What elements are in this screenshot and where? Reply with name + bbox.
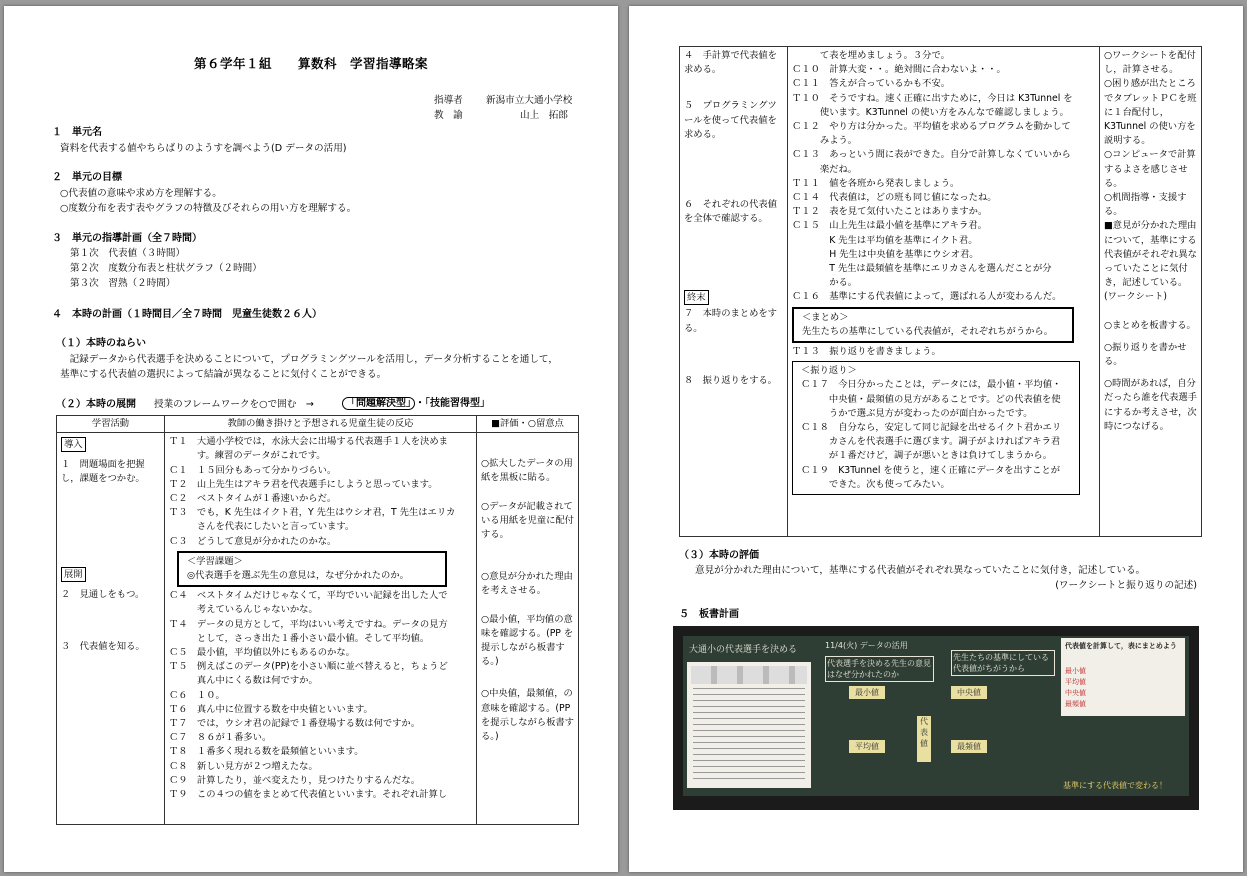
dialogue-line: Ｃ２ ベストタイムが１番速いからだ。 <box>169 493 337 505</box>
reflection-line: が１番だけど，調子が悪いときは負けてしまうから。 <box>801 450 1053 462</box>
lesson-flow-table-continued <box>679 46 1202 537</box>
eval-note: ○コンピュータで計算するよさを感じさせる。 <box>1104 149 1196 189</box>
dialogue-line: Ｔ１３ 振り返りを書きましょう。 <box>792 346 941 358</box>
unit-plan-line: 第１次 代表値（３時間） <box>70 248 186 259</box>
dialogue-line: Ｃ１４ 代表値は，どの班も同じ値になったね。 <box>792 192 997 204</box>
dialogue-line: Ｃ４ ベストタイムだけじゃなくて，平均でいい記録を出した人で <box>169 590 448 602</box>
dialogue-line: Ｃ１０ 計算大変・・。絶対間に合わないよ・・。 <box>792 64 1006 76</box>
lesson-plan-heading: ４ 本時の計画（１時間目／全７時間 児童生徒数２６人） <box>52 309 322 320</box>
row-label: 最頻値 <box>1065 700 1086 708</box>
unit-goal-line: ○代表値の意味や求め方を理解する。 <box>60 188 222 199</box>
eval-note: ○拡大したデータの用紙を黒板に貼る。 <box>481 458 573 484</box>
dialogue-line: Ｔ２ 山上先生はアキラ君を代表選手にしようと思っています。 <box>169 478 438 490</box>
framework-options <box>342 397 490 411</box>
unit-plan-heading: ３ 単元の指導計画（全７時間） <box>52 233 202 244</box>
evaluation-body: 意見が分かれた理由について，基準にする代表値がそれぞれ異なっていたことに気付き，記述している。 <box>695 565 1146 576</box>
framework-skill: 「技能習得型」 <box>425 398 490 409</box>
dialogue-line: Ｔ１２ 表を見て気付いたことはありますか。 <box>792 206 988 218</box>
eval-note: ○ワークシートを配付し，計算させる。 <box>1104 50 1196 76</box>
document-title: 第６学年１組 算数科 学習指導略案 <box>193 56 428 71</box>
dialogue-line: として，さっき出た１番小さい最小値。そして平均値。 <box>169 632 430 644</box>
dialogue-line: Ｃ３ どうして意見が分かれたのかな。 <box>169 535 337 547</box>
aim-heading: （１）本時のねらい <box>56 338 146 349</box>
stage-end-label: 終末 <box>684 290 709 305</box>
activity-3: ３ 代表値を知る。 <box>61 640 145 652</box>
results-row-labels <box>1065 666 1086 710</box>
activity-1: １ 問題場面を把握し，課題をつかむ。 <box>61 459 145 485</box>
chalk-bottom-note: 基準にする代表値で変わる！ <box>1063 781 1167 790</box>
chalk-title: 大通小の代表選手を決める <box>689 645 798 655</box>
eval-note: ○最小値，平均値の意味を確認する。(PP を提示しながら板書する。) <box>481 613 574 668</box>
activity-cell <box>57 433 165 825</box>
summary-box <box>792 307 1074 343</box>
eval-note: ○机間指導・支援する。 <box>1104 192 1187 218</box>
dialogue-line: Ｔ３ でも，K 先生はイクト君，Y 先生はウシオ君，T 先生はエリカ <box>169 507 456 519</box>
reflection-line: うかで選ぶ見方が変わったのが面白かったです。 <box>801 407 1033 419</box>
dialogue-line: Ｃ８ 新しい見方が２つ増えたな。 <box>169 760 318 772</box>
activity-2: ２ 見通しをもつ。 <box>61 588 145 600</box>
dialogue-line: Ｃ１２ やり方は分かった。平均値を求めるプログラムを動かして <box>792 121 1071 133</box>
dialogue-line: Ｃ１ １５回分もあって分かりづらい。 <box>169 464 337 476</box>
evaluation-source: (ワークシートと振り返りの記述) <box>1055 580 1197 591</box>
learning-task-box <box>177 551 447 587</box>
dialogue-line: す。練習のデータがこれです。 <box>169 450 326 462</box>
row-label: 中央値 <box>1065 689 1086 697</box>
eval-cell <box>1100 47 1202 537</box>
dialogue-line: 考えているんじゃないかな。 <box>169 604 318 616</box>
board-plan-heading: ５ 板書計画 <box>679 609 739 620</box>
eval-note: ○意見が分かれた理由を考えさせる。 <box>481 571 573 597</box>
unit-plan-line: 第３次 習熟（２時間） <box>70 278 176 289</box>
card-mode: 最頻値 <box>951 740 987 753</box>
reflection-line: 中央値・最頻値の見方があることです。どの代表値を使 <box>801 393 1061 405</box>
dialogue-line: Ｃ６ １０。 <box>169 689 225 701</box>
stage-dev-label: 展開 <box>61 567 86 582</box>
blackboard-photo <box>673 626 1199 810</box>
framework-problem-solving: 「問題解決型」 <box>342 397 415 410</box>
dialogue-line: Ｔ８ １番多く現れる数を最頻値といいます。 <box>169 746 364 758</box>
eval-note: ○データが記載されている用紙を児童に配付する。 <box>481 500 574 541</box>
row-label: 最小値 <box>1065 667 1086 675</box>
activity-cell <box>680 47 788 537</box>
dialogue-line: Ｔ４ データの見方として，平均はいい考えですね。データの見方 <box>169 618 448 630</box>
eval-cell <box>477 433 579 825</box>
eval-note: ○まとめを板書する。 <box>1104 319 1196 331</box>
teacher-name: 山上 拓郎 <box>520 110 568 121</box>
dialogue-line: Ｃ９ 計算したり，並べ変えたり，見つけたりするんだな。 <box>169 774 421 786</box>
dialogue-line: T 先生は最頻値を基準にエリカさんを選んだことが分 <box>792 263 1052 275</box>
flow-heading: （２）本時の展開 <box>56 399 136 410</box>
card-mean: 平均値 <box>849 740 885 753</box>
results-table <box>1061 638 1185 716</box>
dialogue-line: Ｔ５ 例えばこのデータ(PP)を小さい順に並べ替えると，ちょうど <box>169 661 448 673</box>
dialogue-line: みよう。 <box>792 135 858 147</box>
stage-intro-label: 導入 <box>61 437 86 452</box>
card-median: 中央値 <box>951 686 987 699</box>
chalk-date: 11/4(火) データの活用 <box>825 641 908 650</box>
row-label: 平均値 <box>1065 678 1086 686</box>
teacher-cell <box>165 433 477 825</box>
summary-text: 先生たちの基準にしている代表値が，それぞれちがうから。 <box>802 325 1054 337</box>
dialogue-line: Ｔ１ 大通小学校では，水泳大会に出場する代表選手１人を決めま <box>169 436 448 448</box>
activity-6: ６ それぞれの代表値を全体で確認する。 <box>684 199 777 225</box>
dialogue-line: Ｔ７ では，ウシオ君の記録で１番登場する数は何ですか。 <box>169 718 421 730</box>
dialogue-line: Ｔ１１ 値を各班から発表しましょう。 <box>792 177 960 189</box>
eval-note: ○時間があれば，自分だったら誰を代表選手にするか考えさせ，次時につなげる。 <box>1104 378 1197 432</box>
document-page-2 <box>629 6 1243 872</box>
dialogue-line: H 先生は中央値を基準にウシオ君。 <box>792 248 979 260</box>
activity-7: ７ 本時のまとめをする。 <box>684 308 777 334</box>
lesson-flow-table <box>56 415 579 825</box>
reflection-line: カさんを代表選手に選びます。調子がよければアキラ君 <box>801 436 1061 448</box>
unit-goal-heading: ２ 単元の目標 <box>52 172 122 183</box>
framework-separator: ・ <box>415 398 425 409</box>
reflection-line: できた。次も使ってみたい。 <box>801 478 950 490</box>
eval-note: ○困り感が出たところでタブレットＰＣを班に１台配付し，K3Tunnel の使い方を説明する。 <box>1104 78 1197 147</box>
document-page-1 <box>4 6 618 872</box>
dialogue-line: さんを代表にしたいと言っています。 <box>169 521 355 533</box>
dialogue-line: Ｔ１０ そうですね。速く正確に出すために，今日は K3Tunnel を <box>792 92 1073 104</box>
dialogue-line: 真ん中にくる数は何ですか。 <box>169 675 318 687</box>
card-representative: 代表値 <box>917 716 931 762</box>
activity-5: ５ プログラミングツールを使って代表値を求める。 <box>684 100 777 140</box>
aim-line: 記録データから代表選手を決めることについて，プログラミングツールを活用し，データ分析することを通して， <box>60 354 558 365</box>
aim-line: 基準にする代表値の選択によって結論が異なることに気付くことができる。 <box>60 369 387 380</box>
teacher-label: 指導者 <box>434 95 463 106</box>
unit-name-heading: １ 単元名 <box>52 127 102 138</box>
reflection-line: Ｃ１８ 自分なら，安定して同じ記録を出せるイクト君かエリ <box>801 422 1062 434</box>
dialogue-line: Ｔ９ この４つの値をまとめて代表値といいます。それぞれ計算し <box>169 789 448 801</box>
evaluation-heading: （３）本時の評価 <box>679 550 759 561</box>
reflection-line: Ｃ１９ K3Tunnel を使うと，速く正確にデータを出すことが <box>801 464 1061 476</box>
chalk-task: 代表選手を決める先生の意見はなぜ分かれたのか <box>825 656 934 682</box>
reflection-box <box>792 361 1080 495</box>
teacher-title-label: 教 諭 <box>434 110 463 121</box>
eval-criterion: ■意見が分かれた理由について，基準にする代表値がそれぞれ異なっていたことに気付き，記述している。(ワークシート) <box>1104 220 1197 303</box>
dialogue-line: Ｃ１１ 答えが合っているかも不安。 <box>792 78 951 90</box>
dialogue-line: て表を埋めましょう。３分で。 <box>792 50 950 61</box>
summary-label: ＜まとめ＞ <box>802 311 849 323</box>
unit-name: 資料を代表する値やちらばりのようすを調べよう(D データの活用) <box>60 143 347 154</box>
chalk-summary: 先生たちの基準にしている代表値がちがうから <box>951 650 1055 676</box>
reflection-line: Ｃ１７ 今日分かったことは，データには，最小値・平均値・ <box>801 379 1062 391</box>
dialogue-line: かる。 <box>792 277 858 289</box>
activity-4: ４ 手計算で代表値を求める。 <box>684 50 777 76</box>
dialogue-line: Ｔ６ 真ん中に位置する数を中央値といいます。 <box>169 703 373 715</box>
learning-task: ◎代表選手を選ぶ先生の意見は，なぜ分かれたのか。 <box>187 570 409 582</box>
dialogue-line: 使います。K3Tunnel の使い方をみんなで確認しましょう。 <box>792 106 1069 118</box>
col-header-activity: 学習活動 <box>57 416 165 433</box>
col-header-eval: ■評価・○留意点 <box>477 416 579 433</box>
activity-8: ８ 振り返りをする。 <box>684 374 777 386</box>
teacher-cell <box>788 47 1100 537</box>
unit-plan-line: 第２次 度数分布表と柱状グラフ（２時間） <box>70 263 262 274</box>
learning-task-label: ＜学習課題＞ <box>187 555 243 567</box>
eval-note: ○振り返りを書かせる。 <box>1104 341 1187 368</box>
unit-goal-line: ○度数分布を表す表やグラフの特徴及びそれらの用い方を理解する。 <box>60 203 357 214</box>
school-name: 新潟市立大通小学校 <box>486 95 573 106</box>
results-table-title: 代表値を計算して，表にまとめよう <box>1065 642 1177 650</box>
dialogue-line: K 先生は平均値を基準にイクト君。 <box>792 234 978 246</box>
reflection-label: ＜振り返り＞ <box>801 365 857 377</box>
blackboard <box>683 636 1189 796</box>
dialogue-line: Ｃ５ 最小値，平均値以外にもあるのかな。 <box>169 647 355 659</box>
dialogue-line: Ｃ７ ８６が１番多い。 <box>169 732 272 744</box>
dialogue-line: 楽だね。 <box>792 163 858 175</box>
framework-note: 授業のフレームワークを○で囲む → <box>154 399 314 410</box>
data-sheet <box>687 662 811 788</box>
eval-note: ○中央値，最頻値，の意味を確認する。(PP を提示しながら板書する。) <box>481 688 574 743</box>
card-min: 最小値 <box>849 686 885 699</box>
dialogue-line: Ｃ１５ 山上先生は最小値を基準にアキラ君。 <box>792 220 987 232</box>
dialogue-line: Ｃ１３ あっという間に表ができた。自分で計算しなくていいから <box>792 149 1071 161</box>
col-header-teacher: 教師の働き掛けと予想される児童生徒の反応 <box>165 416 477 433</box>
dialogue-line: Ｃ１６ 基準にする代表値によって，選ばれる人が変わるんだ。 <box>792 291 1062 303</box>
